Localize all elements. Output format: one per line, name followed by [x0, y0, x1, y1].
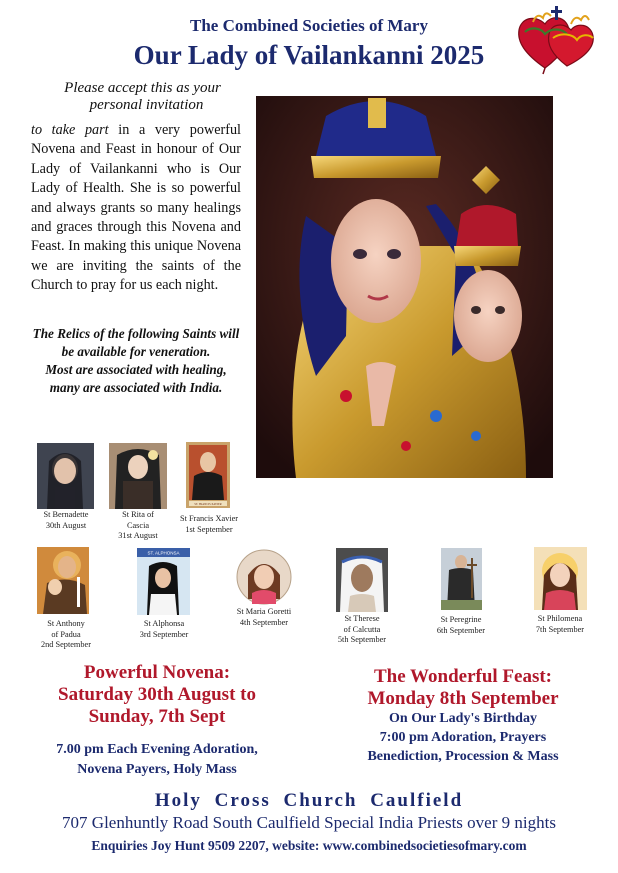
- saint-caption: [219, 607, 309, 628]
- novena-detail-line: 7.00 pm Each Evening Adoration,: [56, 742, 258, 757]
- saint-date: 4th September: [239, 617, 289, 627]
- st-anthony-portrait: [37, 547, 89, 614]
- church-address: 707 Glenhuntly Road South Caulfield Special India Priests over 9 nights: [62, 813, 556, 832]
- saint-caption: [416, 615, 506, 636]
- relics-line-2: Most are associated with healing, many are associated with India.: [45, 362, 227, 395]
- saint-caption: [164, 514, 254, 535]
- st-peregrine-portrait: [441, 548, 482, 610]
- saint-date: 2nd September: [40, 640, 91, 649]
- saint-date: 5th September: [337, 635, 387, 644]
- our-lady-statue-image: [256, 96, 553, 478]
- saint-name: St Alphonsa: [143, 619, 185, 628]
- saint-date: 30th August: [45, 520, 87, 530]
- page-title: Our Lady of Vailankanni 2025: [133, 40, 485, 70]
- saint-name: St Therese: [344, 614, 380, 623]
- novena-heading: [22, 662, 292, 728]
- saint-caption: [21, 619, 111, 651]
- st-therese-of-calcutta-portrait: [336, 548, 388, 612]
- invite-line: to take part: [31, 122, 109, 138]
- saint-name: of Padua: [51, 629, 81, 639]
- feast-detail-line: 7:00 pm Adoration, Prayers: [379, 730, 547, 745]
- st-philomena-portrait: [534, 547, 587, 610]
- novena-date-line: Sunday, 7th Sept: [88, 706, 226, 727]
- saint-name: St Anthony: [47, 619, 85, 628]
- saint-name: of Calcutta: [343, 624, 381, 634]
- saint-date: 1st September: [185, 524, 233, 534]
- st-bernadette-portrait: [37, 443, 94, 509]
- enquiries-contact: Enquiries Joy Hunt 9509 2207, website: www.combinedsocietiesofmary.com: [91, 838, 527, 853]
- invite-line: personal invitation: [89, 97, 204, 113]
- st-francis-xavier-portrait: [186, 442, 230, 508]
- saint-caption: [515, 614, 605, 635]
- feast-details: [332, 709, 594, 766]
- invitation-body: [31, 121, 241, 296]
- saint-name: St Maria Goretti: [236, 607, 292, 616]
- saint-name: St Francis Xavier: [179, 514, 239, 523]
- relics-line-1: The Relics of the following Saints will be available for veneration.: [32, 326, 240, 359]
- novena-detail-line: Novena Payers, Holy Mass: [77, 762, 237, 777]
- novena-date-line: Saturday 30th August to: [58, 684, 256, 705]
- saint-caption: [119, 619, 209, 640]
- invite-line: Please accept this as your: [64, 80, 221, 96]
- feast-heading: [332, 666, 594, 710]
- saint-caption: [317, 614, 407, 646]
- saint-name: Cascia: [126, 520, 150, 530]
- feast-title-line: The Wonderful Feast:: [373, 666, 553, 687]
- saint-name: St Rita of: [122, 510, 154, 519]
- st-alphonsa-portrait: [137, 548, 190, 615]
- relics-notice: [31, 325, 241, 397]
- st-rita-portrait: [109, 443, 167, 509]
- saint-date: 31st August: [118, 531, 158, 540]
- feast-date-line: Monday 8th September: [367, 688, 559, 709]
- saint-name: St Bernadette: [43, 510, 89, 519]
- feast-detail-line: On Our Lady's Birthday: [389, 711, 537, 726]
- feast-detail-line: Benediction, Procession & Mass: [367, 749, 559, 764]
- saint-date: 3rd September: [139, 629, 189, 639]
- novena-details: [22, 740, 292, 780]
- church-name: Holy Cross Church Caulfield: [154, 790, 464, 811]
- saint-name: St Philomena: [537, 614, 583, 623]
- body-paragraph: in a very powerful Novena and Feast in honour of Our Lady of Vailankanni who is Our Lady of Health. She is so powerful and always grants so many healings and graces through this Novena and Feast. In making this unique Novena we are inviting the saints of the Church to pray for us each night.: [31, 122, 241, 294]
- sacred-hearts-logo: [515, 4, 601, 76]
- st-maria-goretti-portrait: [236, 549, 292, 605]
- portrait-plate: ST. FRANCIS XAVIER: [194, 503, 222, 506]
- saint-name: St Peregrine: [440, 615, 482, 624]
- invitation-text: [40, 80, 245, 114]
- portrait-banner: ST. ALPHONSA: [147, 550, 180, 556]
- organization-title: The Combined Societies of Mary: [190, 16, 428, 35]
- saint-date: 7th September: [535, 624, 585, 634]
- novena-title-line: Powerful Novena:: [83, 662, 231, 683]
- saint-date: 6th September: [436, 625, 486, 635]
